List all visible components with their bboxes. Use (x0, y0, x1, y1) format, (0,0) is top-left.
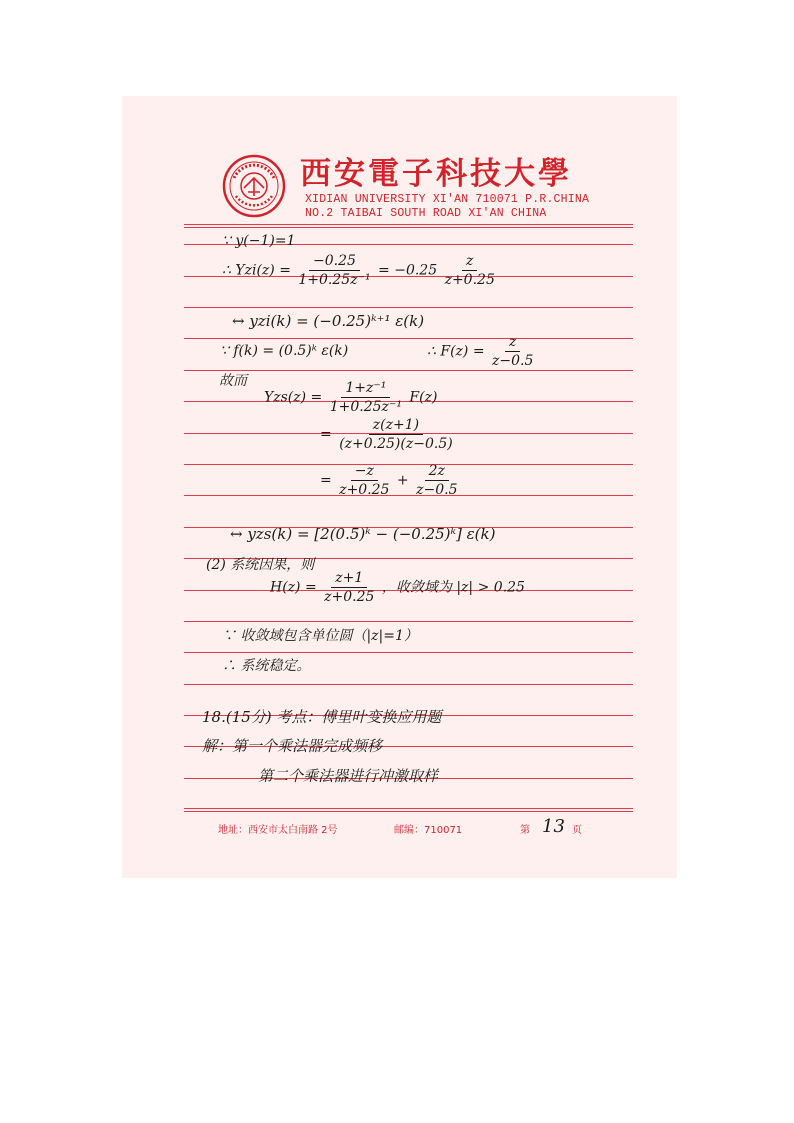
fraction: $\frac{z}{z-0.5}$ (492, 334, 534, 369)
footer-divider (184, 808, 633, 809)
fraction: $\frac{z}{z+0.25}$ (444, 253, 495, 288)
header-divider (184, 224, 633, 225)
footer-address: 地址：西安市太白南路 2号 (218, 825, 338, 836)
letterhead-page (122, 96, 677, 878)
handwritten-equation: Yzs(z) = $\frac{\text{1+z⁻¹}}{\text{1+0.25z⁻¹}}$ F(z) (264, 380, 438, 415)
ruled-line (184, 370, 633, 371)
ruled-line (184, 684, 633, 685)
ruled-line (184, 621, 633, 622)
footer-postcode: 邮编：710071 (394, 825, 463, 836)
handwritten-line: ∵ f(k) = (0.5)ᵏ ε(k) (220, 343, 349, 359)
handwritten-equation: ∴ F(z) = $\frac{z}{z-0.5}$ (427, 334, 534, 369)
ruled-line (184, 338, 633, 339)
handwritten-line: ∴ 系统稳定。 (222, 658, 311, 674)
handwritten-line: 解：第一个乘法器完成频移 (202, 737, 383, 755)
fraction: $\frac{z+1}{z+0.25}$ (324, 570, 375, 605)
ruled-line (184, 307, 633, 308)
university-name-cn: 西安電子科技大學 (300, 156, 572, 192)
handwritten-line: (2) 系统因果，则 (206, 557, 315, 573)
footer-page-prefix: 第 (520, 825, 530, 836)
page-number: 13 (542, 816, 565, 837)
handwritten-line: 18.(15分) 考点：傅里叶变换应用题 (202, 708, 442, 726)
handwritten-line: ↔ yzs(k) = [2(0.5)ᵏ − (−0.25)ᵏ] ε(k) (230, 525, 496, 543)
handwritten-equation: = $\frac{z(z+1)}{(z+0.25)(z-0.5)}$ (320, 417, 453, 452)
handwritten-line: ∵ y(−1)=1 (222, 233, 296, 249)
letterhead-address-line-1: XIDIAN UNIVERSITY XI'AN 710071 P.R.CHINA (305, 193, 590, 206)
fraction: $\frac{2z}{z-0.5}$ (416, 463, 458, 498)
footer-page-suffix: 页 (572, 825, 582, 836)
fraction: $\frac{-0.25}{\text{1+0.25z⁻¹}}$ (298, 253, 371, 288)
ruled-line (184, 652, 633, 653)
fraction: $\frac{-z}{z+0.25}$ (339, 463, 390, 498)
handwritten-line: 故而 (219, 373, 247, 389)
university-seal-logo (222, 154, 286, 218)
letterhead-address-line-2: NO.2 TAIBAI SOUTH ROAD XI'AN CHINA (305, 207, 547, 220)
fraction: $\frac{\text{1+z⁻¹}}{\text{1+0.25z⁻¹}}$ (329, 380, 402, 415)
handwritten-equation: = $\frac{-z}{z+0.25}$ + $\frac{2z}{z-0.5}$ (320, 463, 458, 498)
handwritten-line: 第二个乘法器进行冲激取样 (258, 767, 439, 785)
handwritten-equation: H(z) = $\frac{z+1}{z+0.25}$ ，收敛域为 |z| > 0.25 (270, 570, 525, 605)
fraction: $\frac{z(z+1)}{(z+0.25)(z-0.5)}$ (339, 417, 453, 452)
handwritten-equation: ∴ Yzi(z) = $\frac{-0.25}{\text{1+0.25z⁻¹}}$ = −0.25 $\frac{z}{z+0.25}$ (222, 253, 495, 288)
handwritten-line: ∵ 收敛域包含单位圆（|z|=1） (222, 628, 418, 644)
handwritten-line: ↔ yzi(k) = (−0.25)ᵏ⁺¹ ε(k) (232, 312, 425, 330)
